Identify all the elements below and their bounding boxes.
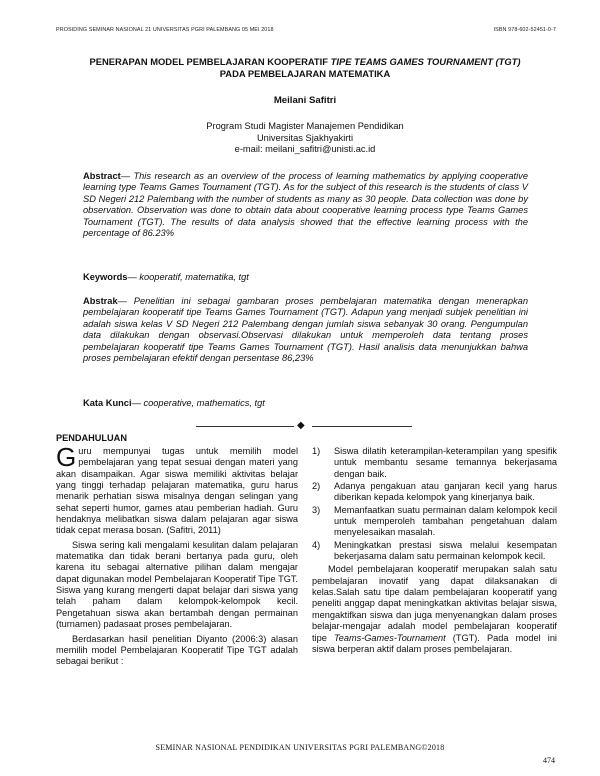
- running-header-isbn: ISBN 978-602-52451-0-7: [493, 27, 556, 33]
- kata-kunci-label: Kata Kunci: [83, 398, 132, 408]
- list-text: Meningkatkan prestasi siswa melalui kesempatan bekerjasama dalam satu permainan kelompok kecil.: [334, 539, 557, 562]
- list-number: 4): [312, 539, 321, 550]
- list-item: [312, 446, 557, 480]
- list-item: [312, 540, 557, 563]
- right-p1-italic: Teams-Games-Tournament: [333, 632, 446, 643]
- abstrak-label: Abstrak: [83, 296, 118, 306]
- intro-paragraph-3: Berdasarkan hasil penelitian Diyanto (2006:3) alasan memilih model Pembelajaran Kooperatif Tipe TGT adalah sebagai berikut :: [56, 633, 298, 667]
- running-header-left: PROSIDING SEMINAR NASIONAL 21 UNIVERSITAS PGRI PALEMBANG 05 MEI 2018: [56, 27, 274, 33]
- list-text: Adanya pengakuan atau ganjaran kecil yang harus diberikan kepada kelompok yang kinerjanya baik.: [334, 481, 557, 503]
- page-footer: SEMINAR NASIONAL PENDIDIKAN UNIVERSITAS PGRI PALEMBANG©2018: [155, 743, 445, 752]
- keywords-label: Keywords: [83, 272, 128, 282]
- keywords-english: [83, 272, 249, 282]
- divider-line-left: [196, 426, 294, 427]
- paper-title-line1: [40, 56, 570, 68]
- paper-title: [40, 56, 570, 80]
- intro-paragraph-2: Siswa sering kali mengalami kesulitan dalam pelajaran matematika dan tidak berani bertanya pada guru, oleh karena itu sebagai alternative pilihan dalam mengajar dapat digunakan model Pembelajaran Kooperatif Tipe TGT. Siswa yang kurang mengerti dapat belajar dari siswa yang telah paham dalam kelompok-kelompok kecil. Pengetahuan siswa akan bertambah dengan permainan (turnamen) padasaat proses pembelajaran.: [56, 539, 298, 630]
- author-name: Meilani Safitri: [273, 95, 337, 106]
- list-text: Siswa dilatih keterampilan-keterampilan yang spesifik untuk membantu sesame temannya bekerjasama dengan baik.: [334, 446, 557, 479]
- list-number: 1): [312, 446, 321, 456]
- left-column: [56, 442, 298, 668]
- author-email: e-mail: meilani_safitri@unisti.ac.id: [234, 144, 376, 154]
- list-number: 3): [312, 504, 321, 515]
- right-p1-text-b: (TGT). Pada model ini siswa berperan aktif dalam proses pembelajaran.: [312, 632, 557, 654]
- reasons-list: [312, 446, 557, 562]
- abstract-label: Abstract: [83, 171, 121, 181]
- keywords-text: — kooperatif, matematika, tgt: [127, 272, 249, 282]
- intro-p1-text: uru mempunyai tugas untuk memilih model pembelajaran yang tepat sesuai dengan materi yang akan disampaikan. Agar siswa memiliki aktivitas belajar yang tinggi terhadap pelajaran matematika, guru harus menarik perhatian siswa misalnya dengan selingan yang sehat seperti humor, games atau pemberian hadiah. Guru hendaknya melibatkan siswa dalam pelajaran agar siswa tidak cepat merasa bosan. (Safitri, 2011): [56, 446, 298, 536]
- list-number: 2): [312, 481, 321, 492]
- abstract-indonesian: [83, 296, 528, 364]
- abstrak-text: — Penelitian ini sebagai gambaran proses pembelajaran matematika dengan menerapkan pembelajaran kooperatif tipe Teams Games Tournament (TGT). Adapun yang menjadi subjek penelitian ini adalah siswa kelas V SD Negeri 212 Palembang dengan jumlah siswa sebanyak 30 orang. Pengumpulan data dilakukan dengan observasi.Observasi dilakukan untuk memperoleh data tentang proses pembelajaran kooperatif tipe Teams Games Tournament (TGT). Hasil analisis data menunjukkan bahwa proses pembelajaran efektif dengan persentase 86,23%: [83, 296, 528, 364]
- intro-paragraph-1: [56, 442, 298, 537]
- divider-diamond-icon: ◆: [297, 420, 305, 431]
- author-program: Program Studi Magister Manajemen Pendidikan: [206, 121, 404, 131]
- list-item: [312, 481, 557, 504]
- right-p1-text-a: Model pembelajaran kooperatif merupakan salah satu pembelajaran inovatif yang dapat dilaksanakan di kelas.Salah satu tipe dalam pembelajaran kooperatif yang peneliti anggap dapat meningkatkan aktivitas belajar siswa, mengaktifkan siswa dan juga menyenangkan dalam proses belajar-mengajar adalah model pembelajaran kooperatif tipe: [312, 564, 557, 643]
- title-italic: TIPE TEAMS GAMES TOURNAMENT (TGT): [330, 56, 521, 67]
- keywords-indonesian: [83, 398, 265, 408]
- author-university: Universitas Sjakhyakirti: [256, 132, 354, 143]
- section-heading: PENDAHULUAN: [56, 433, 127, 443]
- paper-title-line2: PADA PEMBELAJARAN MATEMATIKA: [219, 68, 391, 79]
- abstract-text: — This research as an overview of the process of learning mathematics by applying cooperative learning type Teams Games Tournament (TGT). As for the subject of this research is the students of class V SD Negeri 212 Palembang with the number of students as many as 30 people. Data collection was done by observation. Observation was done to obtain data about cooperative learning process type Teams Games Tournament (TGT). The results of data analysis showed that the effective learning process with the percentage of 86.23%: [83, 171, 528, 239]
- list-item: [312, 505, 557, 539]
- list-text: Memanfaatkan suatu permainan dalam kelompok kecil untuk memperoleh tambahan pengetahuan dalam menyelesaikan masalah.: [334, 504, 557, 538]
- divider-line-right: [312, 426, 412, 427]
- right-column: [312, 446, 557, 655]
- page-number: 474: [543, 756, 555, 765]
- kata-kunci-text: — cooperative, mathematics, tgt: [131, 398, 265, 408]
- title-prefix: PENERAPAN MODEL PEMBELAJARAN KOOPERATIF: [89, 56, 331, 67]
- drop-cap: G: [56, 442, 77, 472]
- right-paragraph: [312, 564, 557, 655]
- abstract-english: [83, 171, 528, 239]
